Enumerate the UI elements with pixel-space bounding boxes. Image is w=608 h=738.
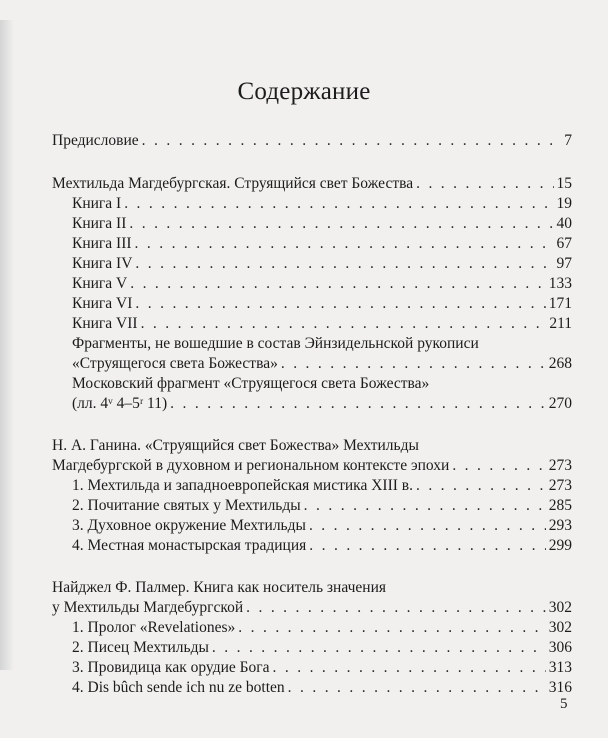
toc-entry-page: 7 <box>564 132 572 149</box>
toc-entry-label: Книга I <box>72 195 122 212</box>
toc-entry-page: 67 <box>556 235 572 252</box>
toc-entry-label: Книга V <box>72 275 128 292</box>
toc-entry-mechthild <box>52 174 572 194</box>
leader-dots <box>288 678 546 698</box>
toc-entry-label: 3. Духовное окружение Мехтильды <box>72 517 306 534</box>
toc-entry-book-5 <box>72 274 572 294</box>
leader-dots <box>170 394 546 414</box>
toc-entry-label: «Струящегося света Божества» <box>72 355 278 372</box>
toc-entry-palmer-2 <box>72 638 572 658</box>
toc-entry-label: 1. Пролог «Revelationes» <box>72 619 236 636</box>
toc-entry-book-4 <box>72 254 572 274</box>
toc-entry-label: Книга IV <box>72 255 133 272</box>
leader-dots <box>135 294 545 314</box>
toc-entry-label: Мехтильда Магдебургская. Струящийся свет Божества <box>52 175 414 192</box>
toc-entry-label: 4. Dis bûch sende ich nu ze botten <box>72 679 285 696</box>
toc-entry-book-1 <box>72 194 572 214</box>
leader-dots <box>141 314 547 334</box>
leader-dots <box>130 274 546 294</box>
toc-entry-page: 171 <box>548 295 572 312</box>
toc-entry-book-7 <box>72 314 572 334</box>
toc-entry-ganina-2 <box>72 496 572 516</box>
leader-dots <box>309 516 546 536</box>
toc-entry-label: Магдебургской в духовном и региональном контексте эпохи <box>52 457 450 474</box>
toc-entry-label: Книга II <box>72 215 127 232</box>
toc-entry-line: Найджел Ф. Палмер. Книга как носитель значения <box>52 579 387 596</box>
leader-dots <box>212 638 546 658</box>
toc-entry-label: Книга VII <box>72 315 138 332</box>
toc-entry-page: 273 <box>548 457 572 474</box>
leader-dots <box>416 476 546 496</box>
toc-entry-page: 270 <box>548 395 572 412</box>
toc-entry-label: у Мехтильды Магдебургской <box>52 599 244 616</box>
toc-entry-page: 316 <box>548 679 572 696</box>
toc-entry-label: (лл. 4ᵛ 4–5ʳ 11) <box>72 395 168 412</box>
toc-entry-label: 3. Провидица как орудие Бога <box>72 659 270 676</box>
leader-dots <box>246 598 546 618</box>
leader-dots <box>452 456 545 476</box>
toc-entry-palmer <box>52 598 572 618</box>
toc-entry-palmer-1 <box>72 618 572 638</box>
toc-entry-book-2 <box>72 214 572 234</box>
page-number: 5 <box>560 696 568 712</box>
toc-entry-palmer-3 <box>72 658 572 678</box>
toc-entry-book-6 <box>72 294 572 314</box>
toc-entry-label: Книга VI <box>72 295 133 312</box>
toc-entry-page: 285 <box>548 497 572 514</box>
toc-entry-fragments <box>72 354 572 374</box>
leader-dots <box>304 496 546 516</box>
toc-entry-page: 15 <box>556 175 572 192</box>
toc-entry-page: 40 <box>556 215 572 232</box>
toc-entry-page: 293 <box>548 517 572 534</box>
toc-entry-label: Предисловие <box>52 132 139 149</box>
toc-entry-page: 306 <box>548 639 572 656</box>
leader-dots <box>142 131 562 151</box>
toc-entry-ganina <box>52 456 572 476</box>
toc-entry-page: 302 <box>548 619 572 636</box>
toc-entry-line: Московский фрагмент «Струящегося света Божества» <box>72 375 430 392</box>
toc-entry-label: Книга III <box>72 235 132 252</box>
leader-dots <box>238 618 545 638</box>
toc-entry-page: 313 <box>548 659 572 676</box>
toc-entry-page: 19 <box>556 195 572 212</box>
toc-entry-page: 211 <box>549 315 572 332</box>
leader-dots <box>273 658 546 678</box>
toc-entry-ganina-1 <box>72 476 572 496</box>
leader-dots <box>281 354 546 374</box>
toc-entry-label: 4. Местная монастырская традиция <box>72 537 307 554</box>
toc-entry-page: 299 <box>548 537 572 554</box>
toc-entry-page: 302 <box>548 599 572 616</box>
leader-dots <box>135 234 554 254</box>
toc-entry-palmer-4 <box>72 678 572 698</box>
toc-entry-label: 2. Писец Мехтильды <box>72 639 209 656</box>
leader-dots <box>124 194 553 214</box>
toc-entry-moscow-fragment <box>72 394 572 414</box>
toc-entry-label: 1. Мехтильда и западноевропейская мистика XIII в. <box>72 477 413 494</box>
toc-entry-page: 268 <box>548 355 572 372</box>
toc-entry-line: Н. А. Ганина. «Струящийся свет Божества» Мехтильды <box>52 437 419 454</box>
leader-dots <box>129 214 553 234</box>
leader-dots <box>309 536 545 556</box>
toc-entry-line: Фрагменты, не вошедшие в состав Эйнзидельнской рукописи <box>72 335 479 352</box>
page-edge-shadow <box>0 20 14 670</box>
toc-entry-ganina-3 <box>72 516 572 536</box>
page-title: Содержание <box>237 78 371 105</box>
toc-entry-page: 97 <box>556 255 572 272</box>
leader-dots <box>135 254 553 274</box>
leader-dots <box>416 174 553 194</box>
toc-entry-page: 273 <box>548 477 572 494</box>
toc-entry-ganina-4 <box>72 536 572 556</box>
toc-entry-label: 2. Почитание святых у Мехтильды <box>72 497 301 514</box>
toc-entry-page: 133 <box>548 275 572 292</box>
toc-entry-book-3 <box>72 234 572 254</box>
toc-entry-preface <box>52 131 572 151</box>
